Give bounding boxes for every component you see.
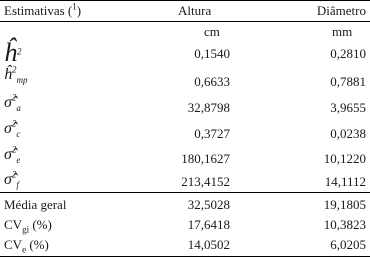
summary-rule <box>0 192 370 193</box>
summary-diametro-value: 19,1805 <box>323 197 366 212</box>
row-altura-value: 0,6633 <box>194 74 230 89</box>
header-diametro: Diâmetro <box>316 3 366 18</box>
summary-diametro-value: 10,3823 <box>323 217 366 232</box>
row-symbol-sigma-a: σ̂$^2_a$ <box>4 92 21 114</box>
row-symbol-sigma-c: σ̂$^2_c$ <box>4 118 21 140</box>
summary-altura-value: 17,6418 <box>187 217 230 232</box>
row-diametro-value: 0,0238 <box>330 126 366 141</box>
summary-label-cve: $CV_e$ (%) <box>4 237 49 255</box>
header-rule <box>0 21 370 22</box>
row-symbol-sigma-e: σ̂$^2_e$ <box>4 144 21 166</box>
row-altura-value: 213,4152 <box>181 174 230 189</box>
row-altura-value: 0,1540 <box>194 46 230 61</box>
header-estimativas: Estimativas ($^1$) <box>4 1 82 18</box>
row-altura-value: 180,1627 <box>181 151 230 166</box>
header-altura: Altura <box>178 3 212 18</box>
row-symbol-h2mp: $ĥ^2_{mp}$ <box>4 64 28 86</box>
row-altura-value: 0,3727 <box>194 126 230 141</box>
row-symbol-sigma-f: σ̂$^2_f$ <box>4 169 19 191</box>
row-diametro-value: 14,1112 <box>324 174 366 189</box>
summary-altura-value: 32,5028 <box>187 197 230 212</box>
summary-label-media: Média geral <box>4 197 67 212</box>
unit-diametro: mm <box>332 24 353 39</box>
row-diametro-value: 10,1220 <box>323 151 366 166</box>
summary-diametro-value: 6,0205 <box>330 237 366 252</box>
summary-label-cvgi: $CV_{gi}$ (%) <box>4 217 52 235</box>
summary-altura-value: 14,0502 <box>187 237 230 252</box>
row-diametro-value: 3,9655 <box>330 100 366 115</box>
row-diametro-value: 0,2810 <box>330 46 366 61</box>
row-altura-value: 32,8798 <box>187 100 230 115</box>
row-diametro-value: 0,7881 <box>330 74 366 89</box>
unit-altura: cm <box>204 24 220 39</box>
row-symbol-h2: $ĥ^2$ <box>4 38 22 67</box>
top-rule <box>0 0 370 1</box>
